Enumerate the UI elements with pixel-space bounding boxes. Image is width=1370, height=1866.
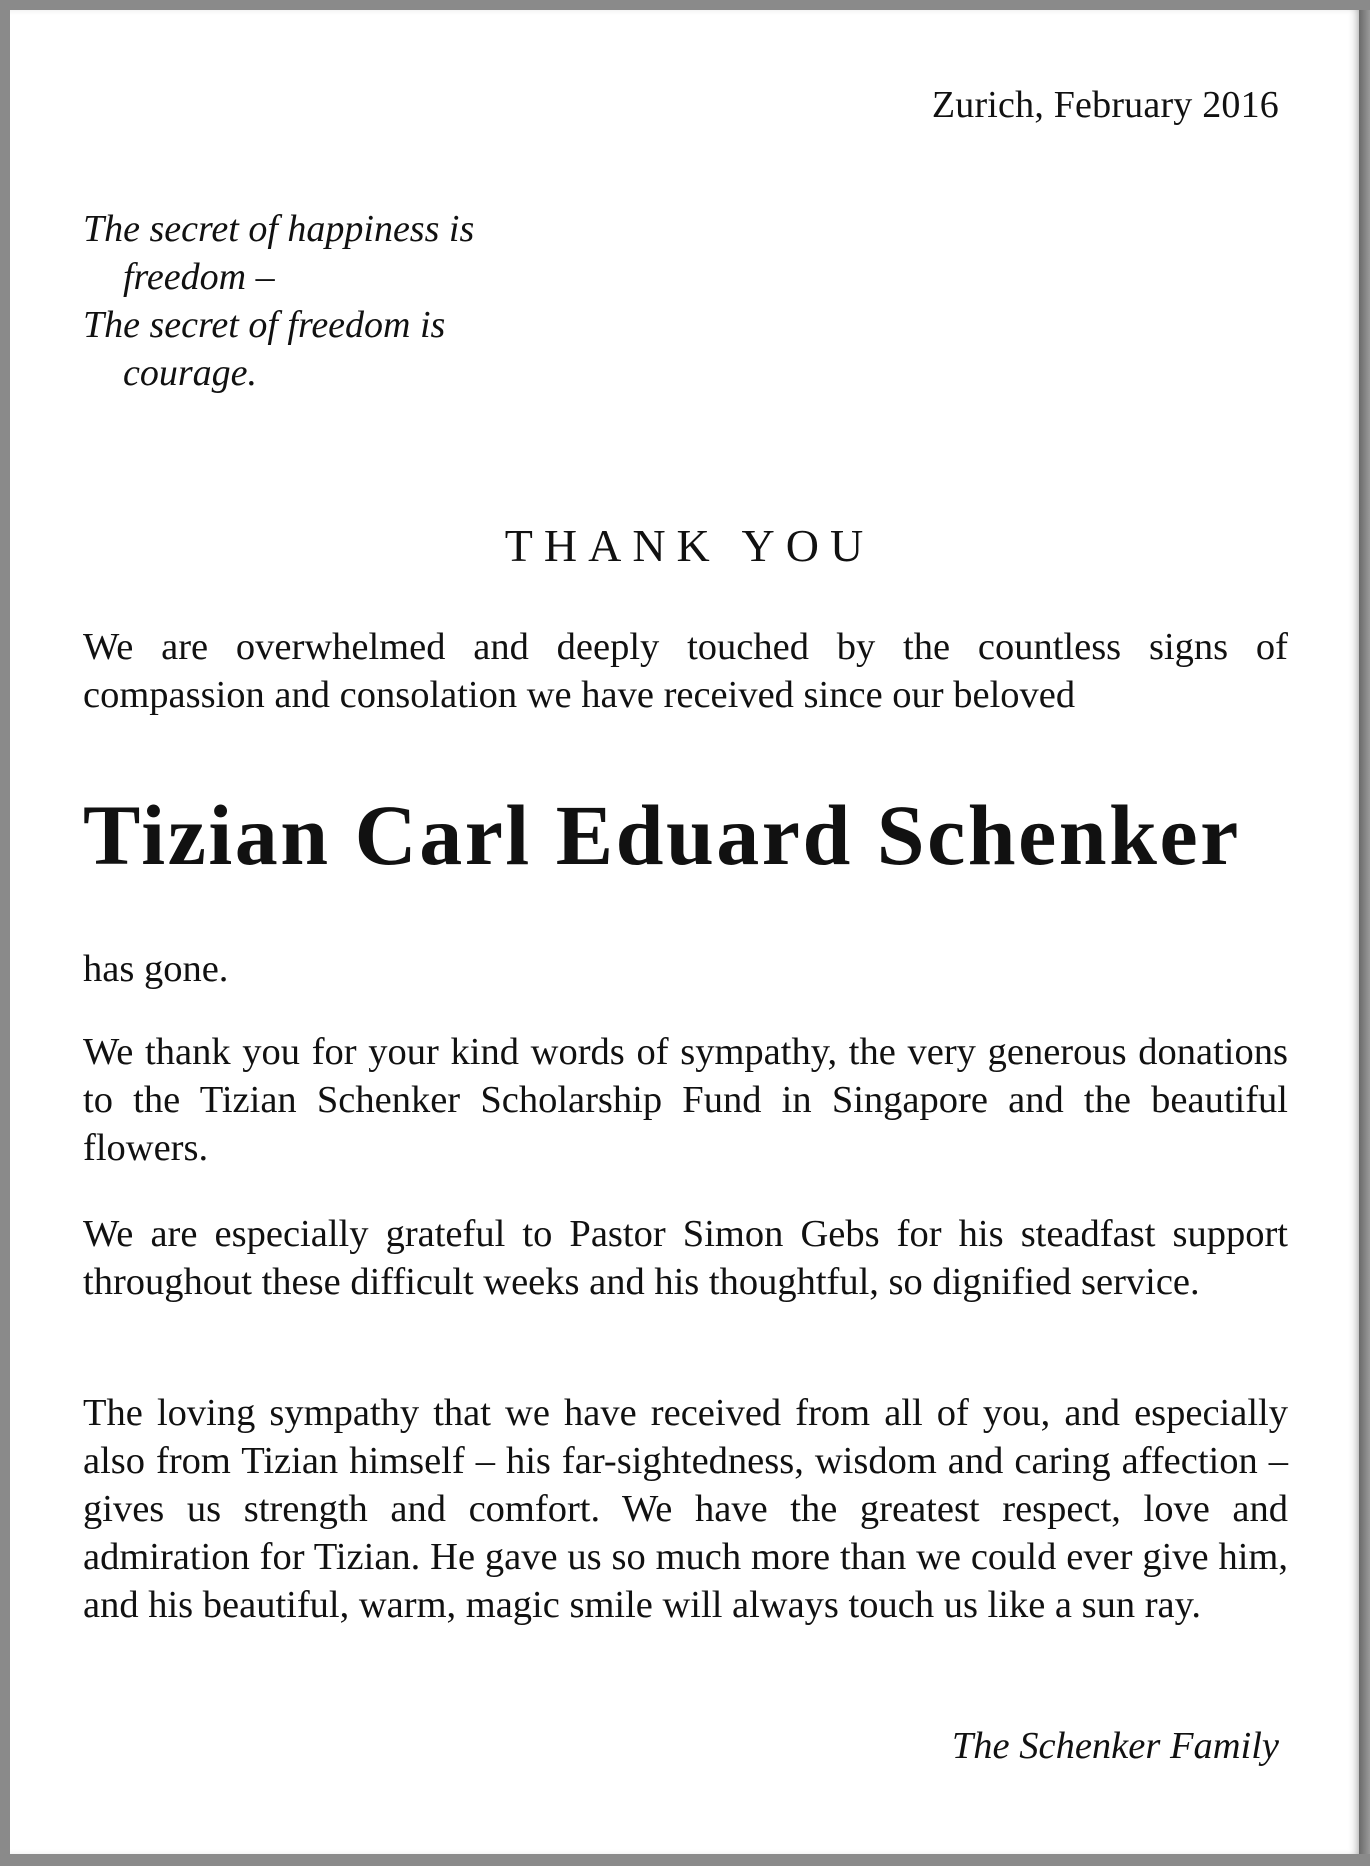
deceased-name: Tizian Carl Eduard Schenker (83, 787, 1241, 883)
motto-line-2: freedom – (123, 256, 275, 298)
motto-line-4: courage. (123, 352, 258, 394)
notice-page (10, 10, 1359, 1854)
gone-line: has gone. (83, 948, 229, 990)
motto-line-3: The secret of freedom is (83, 304, 446, 346)
body-paragraph-2: We are especially grateful to Pastor Simon Gebs for his steadfast support throughout these difficult weeks and his thoughtful, so dignified service. (83, 1213, 1288, 1303)
body-paragraph-3: The loving sympathy that we have received from all of you, and especially also from Tizian himself – his far-sightedness, wisdom and caring affection – gives us strength and comfort. We have the greatest respect, love and admiration for Tizian. He gave us so much more than we could ever give him, and his beautiful, warm, magic smile will always touch us like a sun ray. (83, 1392, 1288, 1626)
motto-line-1: The secret of happiness is (83, 208, 475, 250)
motto-quote (83, 205, 474, 397)
body-paragraph-1: We thank you for your kind words of sympathy, the very generous donations to the Tizian Schenker Scholarship Fund in Singapore and the beautiful flowers. (83, 1031, 1288, 1169)
dateline: Zurich, February 2016 (931, 84, 1279, 126)
family-signature: The Schenker Family (951, 1725, 1279, 1767)
page-edge-shadow (1359, 10, 1370, 1854)
intro-paragraph: We are overwhelmed and deeply touched by the countless signs of compassion and consolation we have received since our beloved (83, 626, 1288, 716)
thank-you-heading: THANK YOU (504, 520, 875, 571)
